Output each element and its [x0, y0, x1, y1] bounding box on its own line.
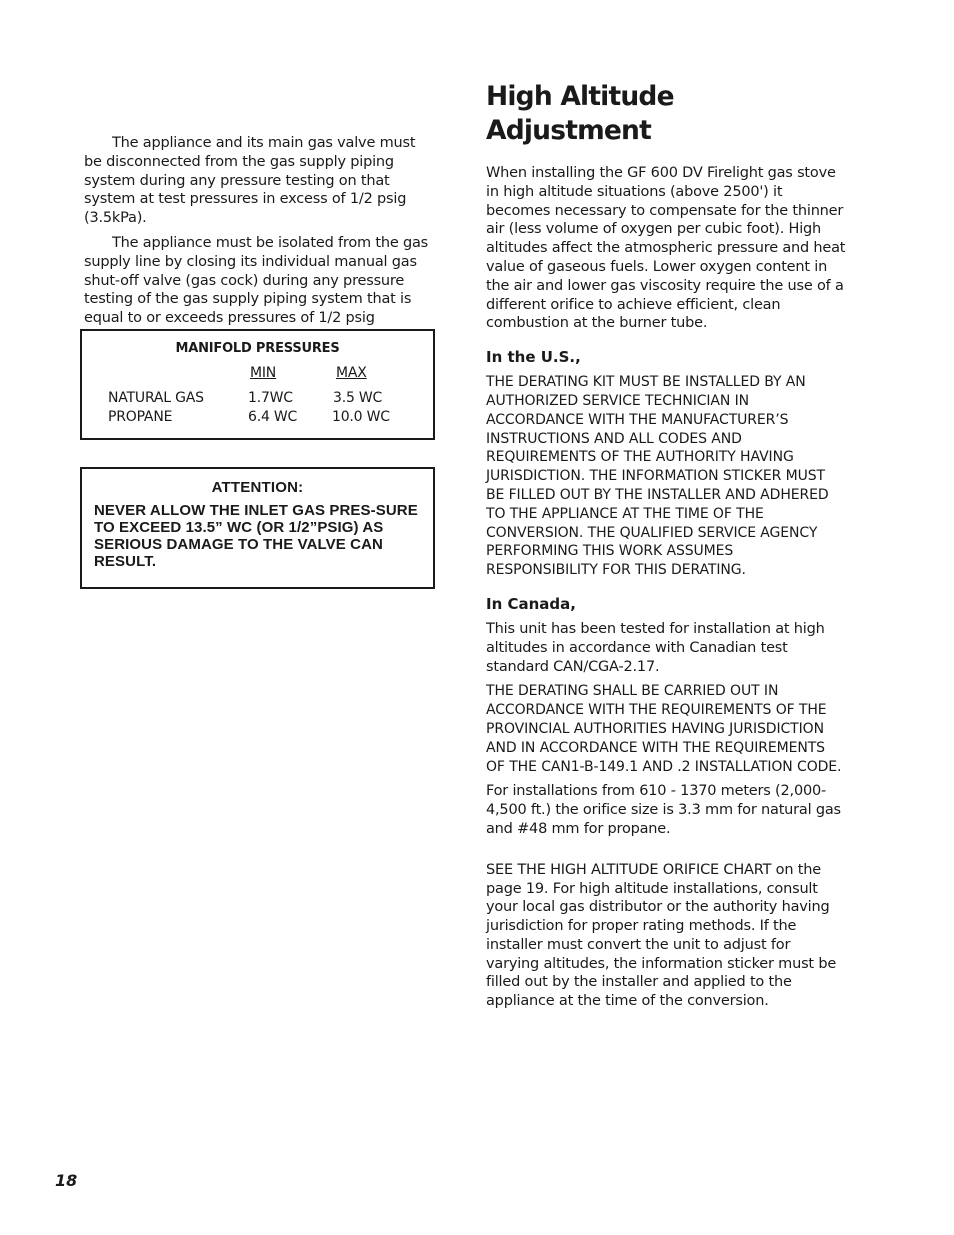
high-altitude-intro: When installing the GF 600 DV Firelight gas stove in high altitude situations (above 2500') it becomes necessary to compensate for the thinner air (less volume of oxygen per cubic foot). High altitudes affect the atmospheric pressure and heat value of gaseous fuels. Lower oxygen content in the air and lower gas viscosity require the use of a different orifice to achieve efficient, clean combustion at the burner tube. — [486, 165, 846, 332]
left-column — [84, 134, 436, 353]
natural-gas-min: 1.7WC — [248, 390, 293, 406]
attention-box — [80, 467, 435, 589]
manifold-pressures-box — [80, 329, 435, 440]
natural-gas-label: NATURAL GAS — [108, 390, 204, 406]
page-number: 18 — [55, 1171, 78, 1190]
natural-gas-max: 3.5 WC — [333, 390, 383, 406]
attention-warning: NEVER ALLOW THE INLET GAS PRES-SURE TO EXCEED 13.5” WC (OR 1/2”PSIG) AS SERIOUS DAMAGE TO THE VALVE CAN RESULT. — [94, 502, 418, 570]
canada-tested-text: This unit has been tested for installation at high altitudes in accordance with Canadian test standard CAN/CGA-2.17. — [486, 620, 825, 675]
right-column — [486, 80, 846, 1017]
min-column-header: MIN — [250, 365, 277, 381]
propane-label: PROPANE — [108, 409, 173, 425]
page-title: High Altitude Adjustment — [486, 81, 674, 146]
attention-title: ATTENTION: — [211, 479, 304, 496]
pressure-testing-paragraph: The appliance and its main gas valve must be disconnected from the gas supply piping system during any pressure testing on that system at test pressures in excess of 1/2 psig (3.5kPa). — [84, 135, 416, 227]
orifice-size-text: For installations from 610 - 1370 meters (2,000-4,500 ft.) the orifice size is 3.3 mm for natural gas and #48 mm for propane. — [486, 783, 841, 837]
canada-heading: In Canada, — [486, 594, 576, 613]
manifold-title: MANIFOLD PRESSURES — [175, 341, 340, 356]
us-derating-text: THE DERATING KIT MUST BE INSTALLED BY AN AUTHORIZED SERVICE TECHNICIAN IN ACCORDANCE WITH THE MANUFACTURER’S INSTRUCTIONS AND ALL CODES AND REQUIREMENTS OF THE AUTHORITY HAVING JURISDICTION. THE INFORMATION STICKER MUST BE FILLED OUT BY THE INSTALLER AND ADHERED TO THE APPLIANCE AT THE TIME OF THE CONVERSION. THE QUALIFIED SERVICE AGENCY PERFORMING THIS WORK ASSUMES RESPONSIBILITY FOR THIS DERATING. — [486, 374, 829, 579]
propane-min: 6.4 WC — [248, 409, 298, 425]
propane-max: 10.0 WC — [332, 409, 390, 425]
isolation-paragraph: The appliance must be isolated from the gas supply line by closing its individual manual gas shut-off valve (gas cock) during any pressure testing of the gas supply piping system that is equal to or exceeds pressures of 1/2 psig — [84, 234, 428, 327]
us-heading: In the U.S., — [486, 348, 581, 367]
max-column-header: MAX — [336, 365, 367, 381]
orifice-chart-note: SEE THE HIGH ALTITUDE ORIFICE CHART on the page 19. For high altitude installations, consult your local gas distributor or the authority having jurisdiction for proper rating methods. If the installer must convert the unit to adjust for varying altitudes, the information sticker must be filled out by the installer and applied to the appliance at the time of the conversion. — [486, 861, 837, 1010]
canada-derating-text: THE DERATING SHALL BE CARRIED OUT IN ACCORDANCE WITH THE REQUIREMENTS OF THE PROVINCIAL AUTHORITIES HAVING JURISDICTION AND IN ACCORDANCE WITH THE REQUIREMENTS OF THE CAN1-B-149.1 AND .2 INSTALLATION CODE. — [486, 683, 842, 775]
